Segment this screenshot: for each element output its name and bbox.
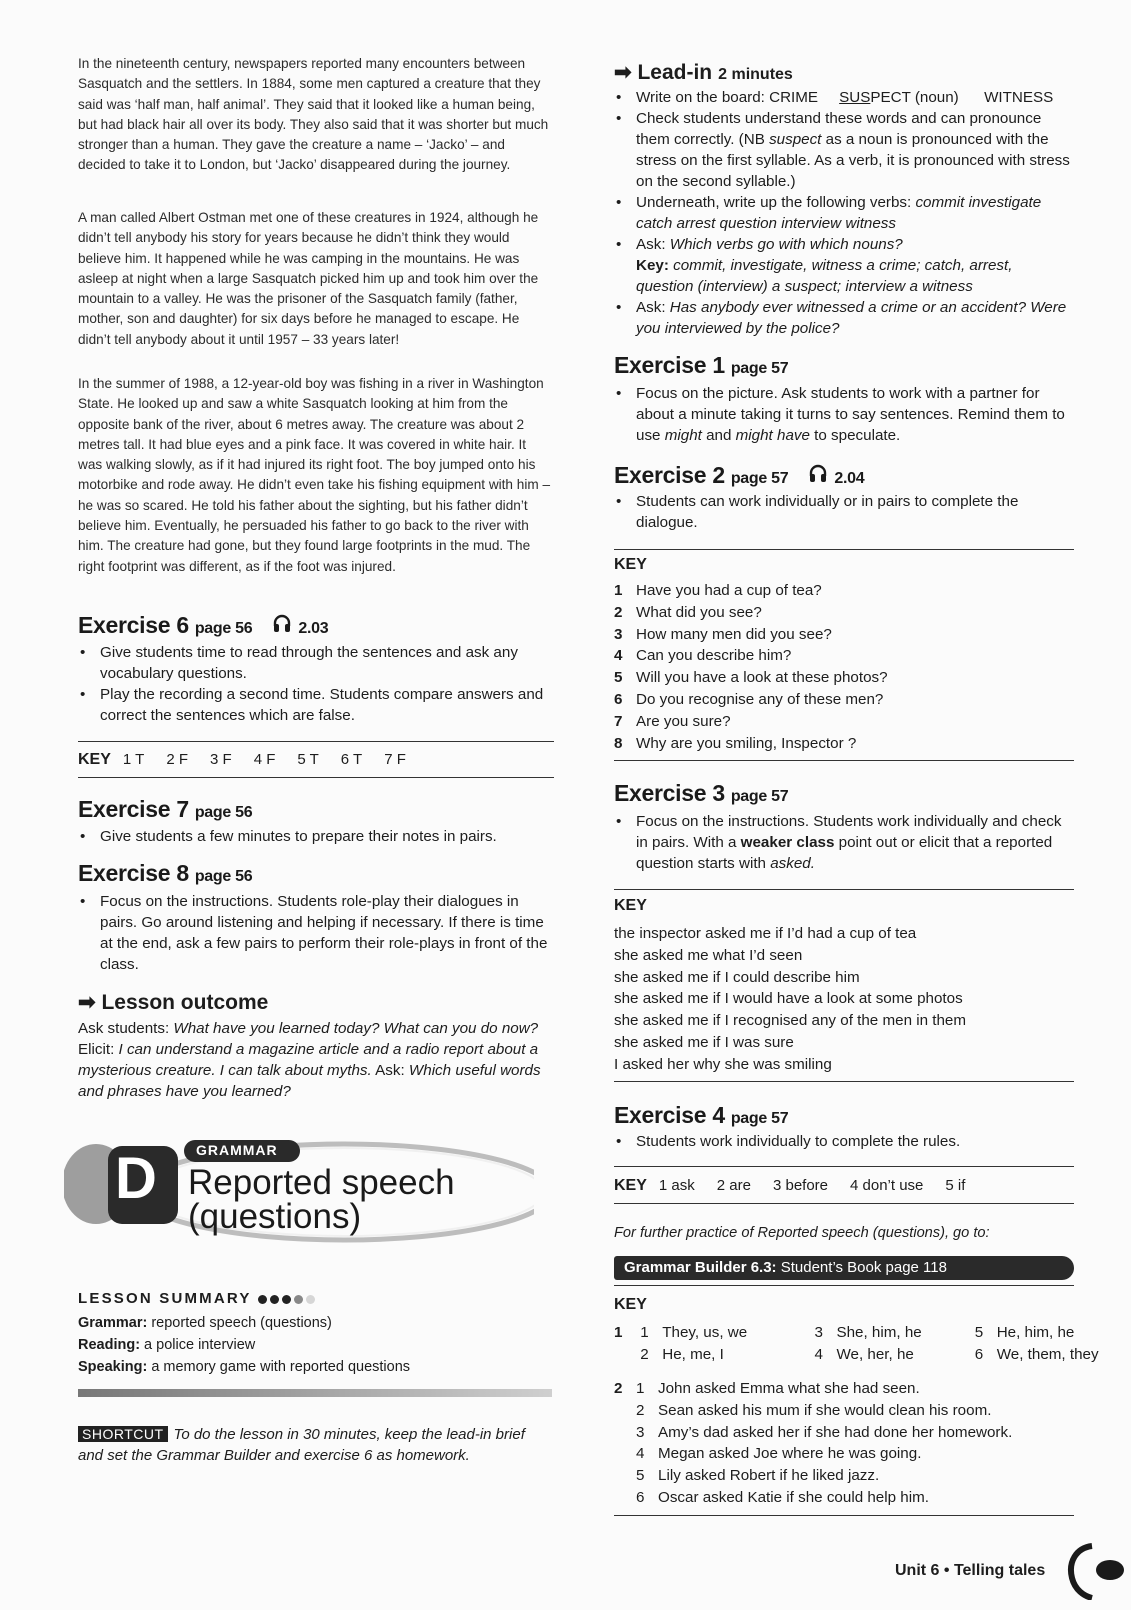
text: Can you describe him? [636,647,792,665]
item-text: She, him, he [836,1324,922,1341]
headphones-icon [272,613,292,640]
summary-value: a memory game with reported questions [147,1359,411,1375]
text: Why are you smiling, Inspector ? [636,734,857,752]
key-item: Lily asked Robert if he liked jazz. [658,1467,880,1485]
exercise-3-key-list [614,923,966,1076]
key-label: KEY [78,751,111,768]
part-number: 2 [614,1380,623,1397]
text: weaker class [740,834,835,851]
list-item: 3 How many men did you see? [614,625,832,643]
lesson-summary [78,1312,410,1378]
text: to speculate. [809,427,901,444]
exercise-3-heading [614,780,788,807]
key-item: Megan asked Joe where he was going. [658,1445,922,1463]
exercise-2-key-label: KEY [614,556,647,573]
item-text: We, them, they [996,1345,1099,1363]
item-number: 1 [640,1324,649,1341]
exercise-6-track: 2.03 [298,620,329,637]
exercise-7-page: page 56 [194,804,253,821]
lesson-outcome-heading [78,990,268,1015]
exercise-8-heading [78,860,252,887]
list-item [614,87,1074,108]
arrow-right-icon: ➡ [614,61,632,84]
exercise-1-page: page 57 [730,360,789,377]
item-text: He, him, he [996,1324,1075,1341]
question: What have you learned today? What can you do now? [173,1020,539,1037]
grammar-builder-key-part-1 [614,1322,1099,1366]
item-number: 5 [974,1324,984,1341]
banner-tag: GRAMMAR [196,1142,278,1158]
text: WITNESS [984,89,1054,106]
lesson-banner [64,1120,534,1260]
divider [614,1166,1074,1167]
list-item: I asked her why she was smiling [614,1055,832,1073]
list-item: 8 Why are you smiling, Inspector ? [614,734,857,752]
list-item: • Students can work individually or in pairs to complete the dialogue. [614,491,1074,533]
key-item: 5 T [297,751,319,768]
exercise-2-key-list [614,580,888,754]
exercise-4-title: Exercise 4 [614,1102,725,1128]
text: Write on the board: CRIME [636,89,819,106]
exercise-6-heading [78,612,328,640]
text: Ask: [636,236,670,253]
text: Have you had a cup of tea? [636,582,822,599]
summary-divider [78,1389,552,1397]
banner-title-line-1: Reported speech [188,1163,455,1202]
item-number: 2 [640,1345,649,1363]
text: asked. [770,855,815,872]
divider [614,1081,1074,1082]
exercise-2-heading [614,462,864,490]
text: point out or elicit that a reported question starts with [636,834,1053,872]
summary-label: Reading: [78,1337,141,1353]
exercise-1-bullets [614,383,1074,446]
text: might [664,427,702,444]
summary-value: reported speech (questions) [147,1315,332,1331]
grammar-builder-banner [614,1256,1074,1280]
list-item: • Play the recording a second time. Students compare answers and correct the sentences which are false. [78,684,554,726]
lead-in-bullets [614,87,1074,339]
shortcut-text: To do the lesson in 30 minutes, keep the lead-in brief and set the Grammar Builder and exercise 6 as homework. [78,1426,525,1464]
exercise-8-title: Exercise 8 [78,860,189,886]
item-text: We, her, he [836,1345,914,1363]
exercise-8-page: page 56 [194,868,253,885]
list-item: • Give students time to read through the sentences and ask any vocabulary questions. [78,642,554,684]
key-item [640,1344,810,1366]
part-number: 1 [614,1324,623,1341]
key-label: Key: [636,257,669,274]
exercise-3-page: page 57 [730,788,789,805]
exercise-4-heading [614,1102,788,1129]
list-item: she asked me if I was sure [614,1033,794,1051]
text: suspect [769,131,822,148]
exercise-7-title: Exercise 7 [78,796,189,822]
story-paragraph-2: A man called Albert Ostman met one of these creatures in 1924, although he didn’t tell anybody his story for years because he didn’t think they would believe him. It happened while he was camping in the mountains. He was asleep at night when a large Sasquatch picked him up and took him over the mountain to a valley. He was the prisoner of the Sasquatch family (father, mother, son and daughter) for six days before he managed to escape. He didn’t tell anybody about it until 1957 – 33 years later! [78,210,539,347]
list-item: 4 Can you describe him? [614,647,792,665]
story-paragraph-1: In the nineteenth century, newspapers reported many encounters between Sasquatch and the settlers. In 1884, some men captured a creature that they said was ‘half man, half animal’. They said that it looked like a human being, but had black hair all over its body. They also said that it was shorter but much stronger than a human. They gave the creature a name – ‘Jacko’ – and decided to take it to London, but ‘Jacko’ disappeared during the journey. [78,56,549,173]
text: might have [735,427,810,444]
text: Ask: [636,299,670,316]
banner-title [188,1163,455,1236]
list-item [614,234,1074,297]
exercise-6-title: Exercise 6 [78,612,189,638]
grammar-builder-page: Student’s Book page 118 [776,1259,947,1276]
key-item: 6 T [340,751,363,768]
item-text: They, us, we [662,1324,748,1341]
key-item: 1 ask [658,1177,695,1194]
text: Are you sure? [636,712,731,730]
summary-label: Speaking: [78,1359,148,1375]
key-item: 4 don’t use [850,1177,924,1194]
arrow-right-icon: ➡ [78,991,96,1014]
key-item: Amy’s dad asked her if she had done her homework. [658,1423,1013,1441]
banner-letter: D [115,1146,157,1211]
key-item: 7 F [384,751,406,768]
exercise-2-bullets [614,491,1074,533]
list-item: • Give students a few minutes to prepare their notes in pairs. [78,826,554,847]
list-item: 7 Are you sure? [614,712,731,730]
list-item [614,108,1074,192]
key-item: 2 F [166,751,188,768]
divider [614,1285,1074,1286]
exercise-3-bullets [614,811,1074,874]
text: and [701,427,736,444]
text: Check students understand these words and can pronounce them correctly. (NB [636,110,1042,148]
lead-in-minutes: 2 minutes [718,66,793,83]
key-item [814,1322,970,1344]
further-practice-note: For further practice of Reported speech (questions), go to: [614,1225,990,1241]
list-item [614,811,1074,874]
page-footer: Unit 6 • Telling tales [895,1562,1046,1579]
key-item: 2 are [716,1177,751,1194]
exercise-2-title: Exercise 2 [614,462,725,488]
divider [614,1515,1074,1516]
text: Which verbs go with which nouns? [669,236,903,253]
key-item: 4 F [253,751,276,768]
exercise-4-bullets [614,1131,1074,1152]
text: PECT (noun) [870,89,959,106]
lead-in-title: Lead-in [637,61,713,84]
item-number: 3 [814,1324,823,1341]
text: Do you recognise any of these men? [636,690,884,708]
key-item [814,1344,970,1366]
lesson-summary-heading [78,1290,318,1307]
answer: I can understand a magazine article and a radio report about a mysterious creature. I can talk about myths. [78,1041,539,1079]
text: Elicit: [78,1041,119,1058]
text: commit, investigate, witness a crime; catch, arrest, question (interview) a suspect; interview a witness [636,257,1013,295]
item-number: 4 [814,1345,823,1363]
list-item: she asked me if I recognised any of the men in them [614,1012,967,1030]
text: Ask: [375,1062,409,1079]
list-item: the inspector asked me if I’d had a cup of tea [614,925,917,942]
headphones-icon [808,463,828,490]
exercise-2-page: page 57 [730,470,789,487]
exercise-6-bullets [78,642,554,726]
divider [614,889,1074,890]
text: How many men did you see? [636,625,832,643]
divider [614,1203,1074,1204]
text: Ask students: [78,1020,174,1037]
key-item: Sean asked his mum if she would clean his room. [658,1401,992,1419]
question: Which useful words and phrases have you learned? [78,1062,541,1100]
exercise-7-heading [78,796,252,823]
shortcut-tag: SHORTCUT [78,1426,168,1442]
key-item: 3 before [772,1177,829,1194]
divider [614,760,1074,761]
key-label: KEY [614,1177,647,1194]
summary-label: Grammar: [78,1315,148,1331]
key-item: John asked Emma what she had seen. [658,1380,920,1397]
list-item: 2 What did you see? [614,603,762,621]
list-item [614,383,1074,446]
list-item: she asked me what I’d seen [614,946,803,964]
exercise-7-bullets [78,826,554,847]
key-item [975,1344,1099,1366]
exercise-8-bullets [78,891,554,975]
text: as a noun is pronounced with the stress on the first syllable. As a verb, it is pronounced with stress on the second syllable.) [636,131,1070,190]
list-item: 6 Do you recognise any of these men? [614,690,884,708]
list-item: • Focus on the instructions. Students role-play their dialogues in pairs. Go around listening and helping if necessary. If there is time at the end, ask a few pairs to perform their role-plays in front of the class. [78,891,554,975]
text: commit investigate catch arrest question interview witness [636,194,1042,232]
stressed-syllable: SUS [839,89,871,106]
story-paragraph-3: In the summer of 1988, a 12-year-old boy was fishing in a river in Washington State. He looked up and saw a white Sasquatch looking at him from the opposite bank of the river, about 6 metres away. The creature was about 2 metres tall. It had blue eyes and a pink face. It was covered in white hair. It was walking slowly, as if it had injured its right foot. The boy jumped onto his motorbike and rode away. He didn’t even take his fishing equipment with him – he was so scared. He told his father about the sighting, but his father didn’t believe him. Eventually, he persuaded his father to go back to the river with him. The creature had gone, but they found large footprints in the mud. The right footprint was different, as if the foot was injured. [78,376,551,574]
exercise-1-title: Exercise 1 [614,352,725,378]
text: Underneath, write up the following verbs: [636,194,916,211]
item-text: He, me, I [662,1345,724,1363]
exercise-3-title: Exercise 3 [614,780,725,806]
grammar-builder-key-part-2: 2 1 John asked Emma what she had seen. 2 Sean asked his mum if she would clean his room. 3 Amy’s dad asked her if she had done her homework. 4 Megan asked Joe where he was going. 5 Lily asked Robert if he liked jazz. 6 Oscar asked Katie if she could help him. [614,1380,1013,1506]
text: Has anybody ever witnessed a crime or an accident? Were you interviewed by the police? [636,299,1067,337]
text: Focus on the instructions. Students work individually and check in pairs. With a [636,813,1062,851]
shortcut-note [78,1424,554,1466]
text: Focus on the picture. Ask students to work with a partner for about a minute taking it turns to say sentences. Remind them to use [636,385,1065,444]
grammar-builder-key-label: KEY [614,1296,647,1313]
list-item: 1 Have you had a cup of tea? [614,582,822,599]
list-item: she asked me if I would have a look at some photos [614,990,963,1008]
exercise-6-page: page 56 [194,620,253,637]
text: Will you have a look at these photos? [636,669,888,687]
exercise-3-key-label: KEY [614,897,647,914]
key-item [975,1322,1075,1344]
lesson-summary-title: LESSON SUMMARY [78,1290,252,1307]
divider [78,741,554,742]
banner-title-line-2: (questions) [188,1197,362,1236]
list-item: 5 Will you have a look at these photos? [614,669,888,687]
lesson-outcome-text [78,1018,554,1102]
key-item: 5 if [945,1177,966,1194]
exercise-1-heading [614,352,788,379]
exercise-4-page: page 57 [730,1110,789,1127]
list-item [614,297,1074,339]
item-number: 6 [974,1345,984,1363]
lesson-outcome-title: Lesson outcome [101,991,269,1014]
key-item: 3 F [210,751,232,768]
divider [614,549,1074,550]
list-item: • Students work individually to complete the rules. [614,1131,1074,1152]
exercise-4-key [614,1177,987,1195]
list-item: she asked me if I could describe him [614,968,860,986]
summary-value: a police interview [140,1337,256,1353]
divider [78,777,554,778]
key-item: 1 T [122,751,145,768]
key-item: Oscar asked Katie if she could help him. [658,1488,929,1506]
exercise-2-track: 2.04 [834,470,865,487]
lead-in-heading [614,60,793,85]
list-item [614,192,1074,234]
key-item [640,1322,810,1344]
difficulty-dots-icon [258,1290,318,1307]
grammar-builder-label: Grammar Builder 6.3: [624,1259,777,1276]
exercise-6-key [78,751,428,769]
text: What did you see? [636,603,762,621]
